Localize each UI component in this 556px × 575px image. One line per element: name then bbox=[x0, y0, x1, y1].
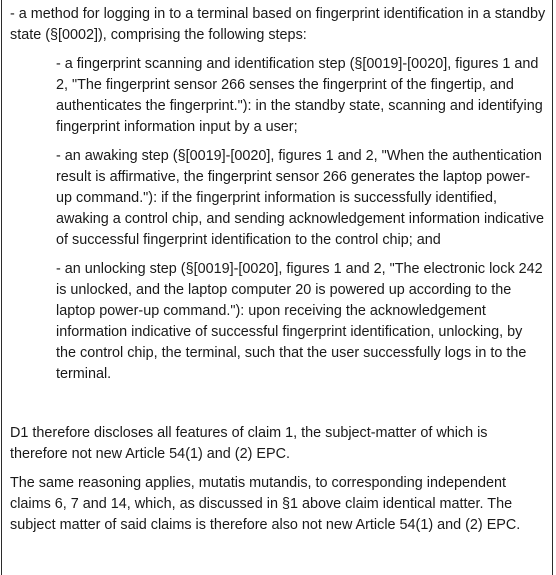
document-body bbox=[2, 0, 552, 536]
paragraph-spacer bbox=[10, 393, 548, 423]
step-fingerprint-scanning: - a fingerprint scanning and identification step (§[0019]-[0020], figures 1 and 2, "The fingerprint sensor 266 senses the fingerprint of the fingertip, and authenticates the fingerprint."): in the standby state, scanning and identifying fingerprint information input by a user; bbox=[56, 56, 543, 135]
step-awaking: - an awaking step (§[0019]-[0020], figures 1 and 2, "When the authentication result is affirmative, the fingerprint sensor 266 generates the laptop power-up command."): if the fingerprint information is successfully identified, awaking a control chip, and sending acknowledgement information indicative of successful fingerprint identification to the control chip; and bbox=[56, 148, 544, 248]
claim-intro-paragraph: - a method for logging in to a terminal based on fingerprint identification in a standby state (§[0002]), comprising the following steps: bbox=[10, 6, 546, 43]
conclusion-paragraph: D1 therefore discloses all features of claim 1, the subject-matter of which is therefore not new Article 54(1) and (2) EPC. bbox=[10, 425, 488, 462]
step-unlocking: - an unlocking step (§[0019]-[0020], figures 1 and 2, "The electronic lock 242 is unlocked, and the laptop computer 20 is powered up according to the laptop power-up command."): upon receiving the acknowledgement information indicative of successful fingerprint identification, unlocking, by the control chip, the terminal, such that the user successfully logs in to the terminal. bbox=[56, 261, 543, 382]
reasoning-paragraph: The same reasoning applies, mutatis mutandis, to corresponding independent claims 6, 7 and 14, which, as discussed in §1 above claim identical matter. The subject matter of said claims is therefore also not new Article 54(1) and (2) EPC. bbox=[10, 475, 521, 533]
document-page bbox=[1, 0, 553, 575]
